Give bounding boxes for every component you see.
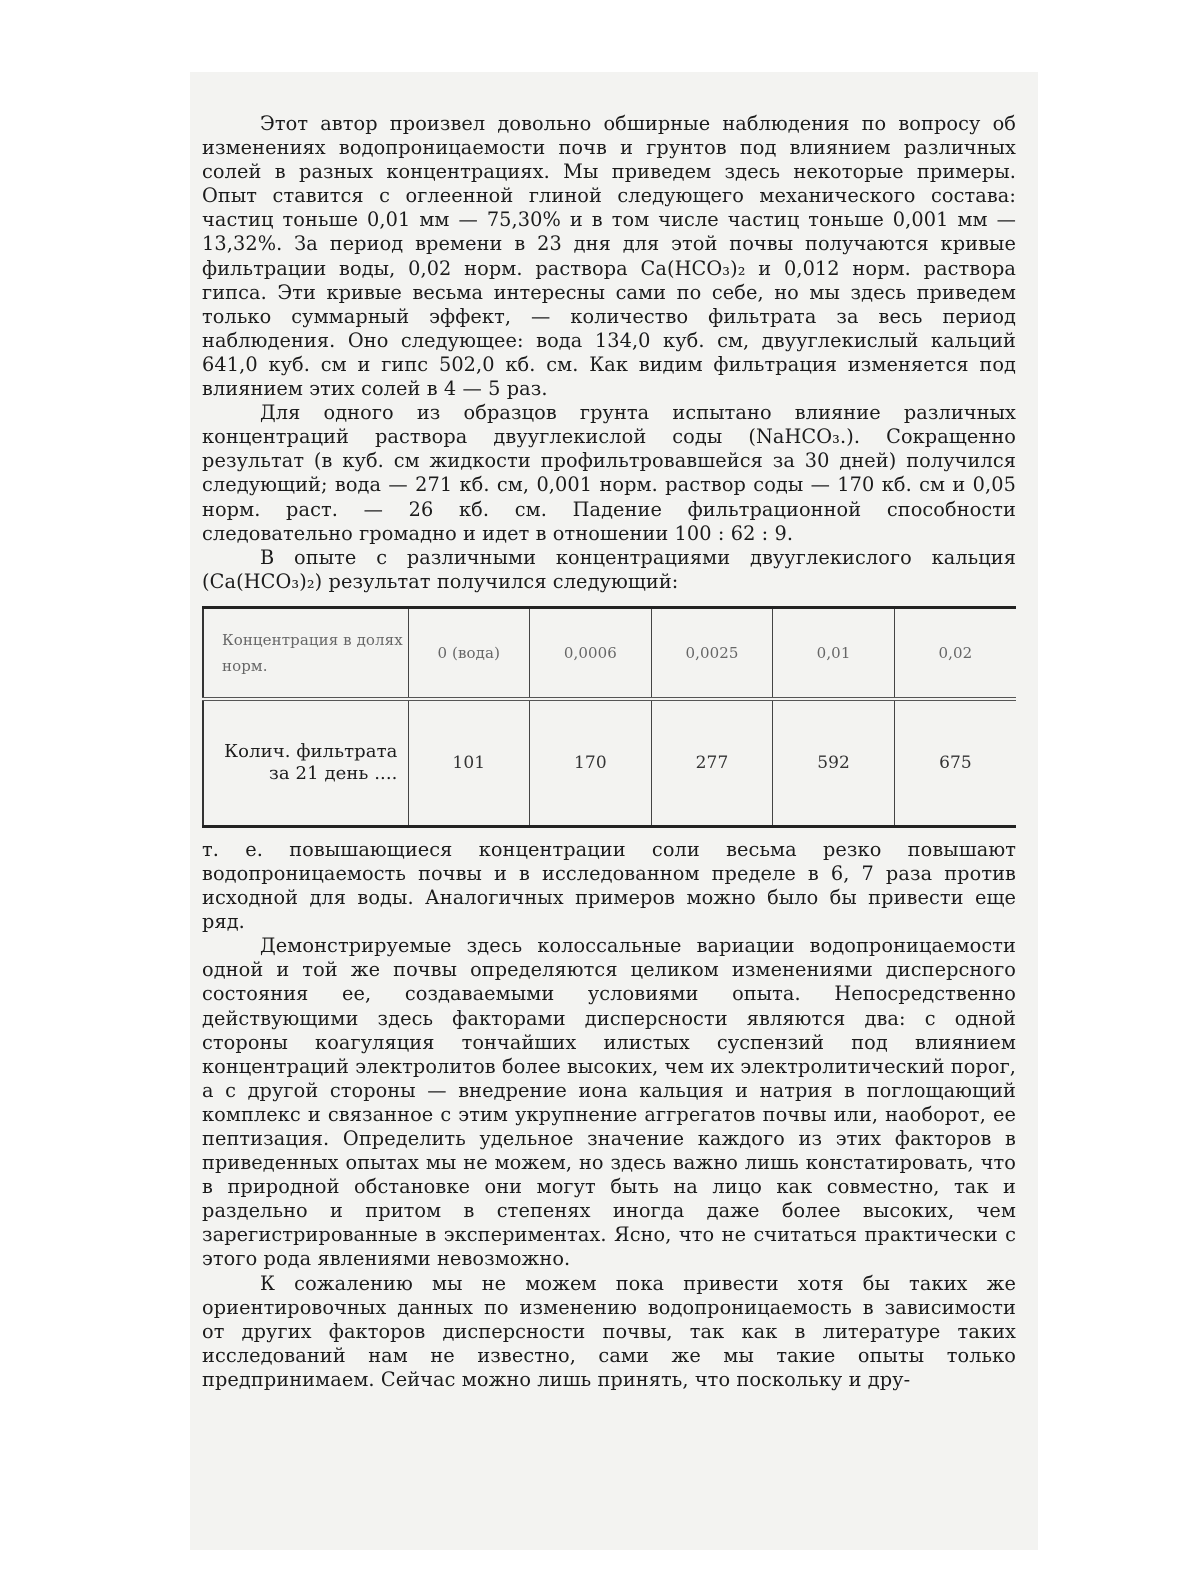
table-header-cell: 0 (вода) [408,609,530,699]
table-header-cell: 0,0025 [651,609,773,699]
table-cell: 170 [530,699,652,825]
table-header-cell: 0,01 [773,609,895,699]
table-row [203,699,1016,825]
document-page [202,112,1016,1392]
table-cell: 277 [651,699,773,825]
table-row-label: Колич. фильтрата за 21 день .... [203,699,408,825]
table-header-row [203,609,1016,699]
paragraph-future-research: К сожалению мы не можем пока привести хотя бы таких же ориентировочных данных по изменению водопроницаемость в зависимости от других факторов дисперсности почвы, так как в литературе таких исследований нам не известно, сами же мы такие опыты только предпринимаем. Сейчас можно лишь принять, что поскольку и дру- [202,1271,1016,1391]
table-header-cell: 0,02 [894,609,1016,699]
table-cell: 101 [408,699,530,825]
paragraph-dispersion-factors: Демонстрируемые здесь колоссальные вариации водопроницаемости одной и той же почвы определяются целиком изменениями дисперсного состояния ее, создаваемыми условиями опыта. Непосредственно действующими здесь факторами дисперсности являются два: с одной стороны коагуляция тончайших илистых суспензий под влиянием концентраций электролитов более высоких, чем их электролитический порог, а с другой стороны — внедрение иона кальция и натрия в поглощающий комплекс и связанное с этим укрупнение аггрегатов почвы или, наоборот, ее пептизация. Определить удельное значение каждого из этих факторов в приведенных опытах мы не можем, но здесь важно лишь констатировать, что в природной обстановке они могут быть на лицо как совместно, так и раздельно и притом в степенях иногда даже более высоких, чем зарегистрированные в экспериментах. Ясно, что не считаться практически с этого рода явлениями невозможно. [202,934,1017,1271]
concentration-filtrate-table [202,609,1016,825]
paragraph-author-observations: Этот автор произвел довольно обширные наблюдения по вопросу об изменениях водопроницаемости почв и грунтов под влиянием различных солей в разных концентрациях. Мы приведем здесь некоторые примеры. Опыт ставится с оглеенной глиной следующего механического состава: частиц тоньше 0,01 мм — 75,30% и в том числе частиц тоньше 0,001 мм — 13,32%. За период времени в 23 дня для этой почвы получаются кривые фильтрации воды, 0,02 норм. раствора Ca(HCO₃)₂ и 0,012 норм. раствора гипса. Эти кривые весьма интересны сами по себе, но мы здесь приведем только суммарный эффект, — количество фильтрата за весь период наблюдения. Оно следующее: вода 134,0 куб. см, двууглекислый кальций 641,0 куб. см и гипс 502,0 кб. см. Как видим фильтрация изменяется под влиянием этих солей в 4 — 5 раз. [202,112,1016,401]
table-header-label: Концентрация в долях норм. [203,609,408,699]
paragraph-calcium-intro: В опыте с различными концентрациями двууглекислого кальция (Ca(HCO₃)₂) результат получился следующий: [202,545,1016,593]
results-table [202,606,1016,828]
paragraph-table-conclusion: т. е. повышающиеся концентрации соли весьма резко повышают водопроницаемость почвы и в исследованном пределе в 6, 7 раза против исходной для воды. Аналогичных примеров можно было бы привести еще ряд. [202,837,1016,934]
table-cell: 592 [773,699,895,825]
table-header-cell: 0,0006 [530,609,652,699]
table-cell: 675 [894,699,1016,825]
paragraph-soda-experiment: Для одного из образцов грунта испытано влияние различных концентраций раствора двууглекислой соды (NaHCO₃.). Сокращенно результат (в куб. см жидкости профильтровавшейся за 30 дней) получился следующий; вода — 271 кб. см, 0,001 норм. раствор соды — 170 кб. см и 0,05 норм. раст. — 26 кб. см. Падение фильтрационной способности следовательно громадно и идет в отношении 100 : 62 : 9. [202,401,1016,545]
